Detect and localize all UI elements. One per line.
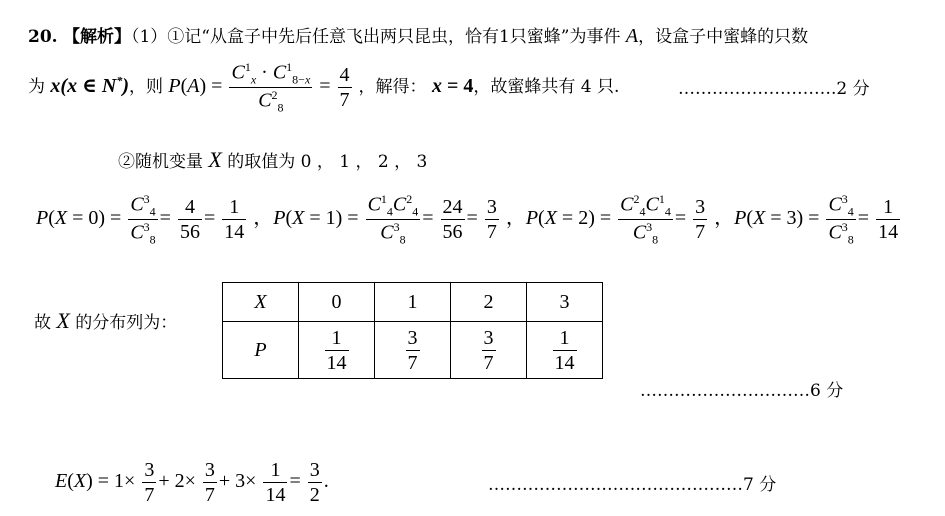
fraction: $\frac{1}{14}$ <box>265 459 286 506</box>
fraction: $\frac{4}{56}$ <box>179 196 200 244</box>
fraction: $\frac{3}{7}$ <box>144 459 155 506</box>
fraction: $\frac{24}{56}$ <box>442 196 463 244</box>
table-header-cell: X <box>223 283 299 322</box>
table-row <box>223 322 603 379</box>
var-x-domain: x(x ∈ N*) <box>50 73 129 98</box>
step2-line <box>118 147 427 173</box>
fraction: $\frac{C^2_4C^1_4}{C^3_8}$ <box>620 192 671 247</box>
step2-lead: ②随机变量 <box>118 152 203 172</box>
fraction: $\frac{3}{7}$ <box>695 196 706 244</box>
distribution-label <box>34 308 177 334</box>
problem-number: 20. <box>28 27 58 47</box>
solution-tag: 【解析】 <box>62 27 131 47</box>
line2-conclusion: ，故蜜蜂共有 4 只. <box>473 77 620 98</box>
fraction: $\frac{C^1_4C^2_4}{C^3_8}$ <box>367 192 419 247</box>
line1-tail: ，设盒子中蜜蜂的只数 <box>638 27 809 47</box>
expectation-line: E(X) = 1× $\frac{3}{7}$ + 2× $\frac{3}{7}$ + 3× $\frac{1}{14}$ = $\frac{3}{2}$ . <box>55 459 329 506</box>
fraction: $\frac{3}{7}$ <box>486 196 497 244</box>
fraction: $\frac{4}{7}$ <box>339 64 350 112</box>
problem-header-line <box>28 22 808 48</box>
event-symbol: A <box>625 25 639 47</box>
fraction: $\frac{3}{2}$ <box>309 459 320 506</box>
fraction: $\frac{3}{7}$ <box>204 459 215 506</box>
table-header-cell: 2 <box>451 283 527 322</box>
solution-x: x <box>431 75 442 98</box>
table-header-cell: 3 <box>527 283 603 322</box>
table-cell: $\frac{3}{7}$ <box>451 322 527 379</box>
fraction: $\frac{1}{14}$ <box>878 196 899 244</box>
table-cell: $\frac{1}{14}$ <box>299 322 375 379</box>
line2-then: ，则 <box>129 77 163 98</box>
dist-tail: 的分布列为： <box>75 313 178 333</box>
random-variable-x: X <box>208 147 222 172</box>
probabilities-line: P(X = 0) = $\frac{C^3_4}{C^3_8}$ = $\frac{4}{56}$ = $\frac{1}{14}$ ，P(X = 1) = $\frac{C^1_4C^2_4}{C^3_8}$ = $\frac{24}{56}$ = $\frac{3}{7}$ ，P(X = 2) = $\frac{C^2_4C^1_4}{C^3_8}$ = $\frac{3}{7}$ ，P(X = 3) = $\frac{C^3_4}{C^3_8}$ = $\frac{1}{14}$ <box>36 192 899 247</box>
table-header-cell: 0 <box>299 283 375 322</box>
score-mark-7: ………………………………………7 分 <box>488 475 777 495</box>
table-cell: $\frac{3}{7}$ <box>375 322 451 379</box>
fraction: $\frac{1}{14}$ <box>224 196 245 244</box>
distribution-table <box>222 282 603 379</box>
dist-var: X <box>56 308 70 333</box>
fraction: $\frac{C^1_x \cdot C^1_{8-x}}{C^2_8}$ <box>231 60 311 115</box>
table-header-cell: 1 <box>375 283 451 322</box>
table-cell: $\frac{1}{14}$ <box>527 322 603 379</box>
score-mark-6: …………………………6 分 <box>640 381 844 401</box>
line2-solve: ，解得： <box>358 77 427 98</box>
fraction: $\frac{C^3_4}{C^3_8}$ <box>828 192 854 247</box>
dist-lead: 故 <box>34 313 51 333</box>
table-row-label: P <box>223 322 299 379</box>
step2-tail: 的取值为 0 ， 1 ， 2 ， 3 <box>227 152 428 172</box>
score-mark-2: ……………………….2 分 <box>678 79 870 99</box>
table-row <box>223 283 603 322</box>
fraction: $\frac{C^3_4}{C^3_8}$ <box>130 192 156 247</box>
line2-lead: 为 <box>28 77 45 98</box>
line2-formula: 为 x(x ∈ N*)，则 P(A) = $\frac{C^1_x \cdot C^1_{8-x}}{C^2_8}$ = $\frac{4}{7}$ ，解得： x = 4，故蜜蜂共有 4 只. <box>28 60 620 115</box>
prob-formula-a: P(A) = $\frac{C^1_x \cdot C^1_{8-x}}{C^2_8}$ = $\frac{4}{7}$ <box>168 60 350 115</box>
part1-text: （1）①记“从盒子中先后任意飞出两只昆虫，恰有1只蜜蜂”为事件 <box>130 27 621 47</box>
